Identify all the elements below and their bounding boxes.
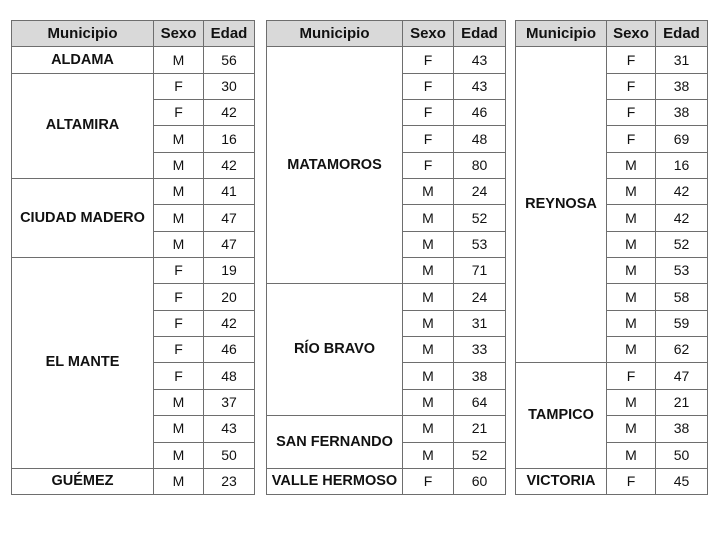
- sexo-cell: M: [403, 363, 454, 389]
- municipio-cell: VALLE HERMOSO: [267, 468, 403, 494]
- edad-cell: 50: [656, 442, 708, 468]
- sexo-cell: F: [607, 47, 656, 73]
- sexo-cell: F: [607, 468, 656, 494]
- header-edad: Edad: [204, 21, 255, 47]
- edad-cell: 47: [204, 231, 255, 257]
- edad-cell: 37: [204, 389, 255, 415]
- edad-cell: 43: [454, 73, 506, 99]
- sexo-cell: M: [607, 442, 656, 468]
- edad-cell: 21: [656, 389, 708, 415]
- edad-cell: 23: [204, 468, 255, 494]
- edad-cell: 42: [204, 100, 255, 126]
- table-row: [267, 284, 506, 310]
- sexo-cell: M: [154, 231, 204, 257]
- edad-cell: 38: [656, 416, 708, 442]
- sexo-cell: M: [154, 126, 204, 152]
- edad-cell: 59: [656, 310, 708, 336]
- sexo-cell: M: [607, 416, 656, 442]
- municipio-cell: CIUDAD MADERO: [12, 179, 154, 258]
- sexo-cell: M: [154, 468, 204, 494]
- edad-cell: 42: [204, 152, 255, 178]
- edad-cell: 24: [454, 284, 506, 310]
- edad-cell: 48: [204, 363, 255, 389]
- edad-cell: 42: [656, 179, 708, 205]
- table-row: [267, 47, 506, 73]
- edad-cell: 46: [454, 100, 506, 126]
- sexo-cell: F: [154, 73, 204, 99]
- edad-cell: 52: [454, 442, 506, 468]
- edad-cell: 38: [454, 363, 506, 389]
- sexo-cell: M: [403, 389, 454, 415]
- sexo-cell: M: [403, 310, 454, 336]
- edad-cell: 38: [656, 73, 708, 99]
- edad-cell: 41: [204, 179, 255, 205]
- table-row: [267, 468, 506, 494]
- header-sexo: Sexo: [607, 21, 656, 47]
- edad-cell: 38: [656, 100, 708, 126]
- edad-cell: 45: [656, 468, 708, 494]
- header-municipio: Municipio: [516, 21, 607, 47]
- sexo-cell: M: [403, 258, 454, 284]
- sexo-cell: F: [403, 73, 454, 99]
- municipio-cell: RÍO BRAVO: [267, 284, 403, 416]
- sexo-cell: F: [154, 100, 204, 126]
- sexo-cell: M: [154, 416, 204, 442]
- header-row: [516, 21, 708, 47]
- edad-cell: 42: [204, 310, 255, 336]
- edad-cell: 56: [204, 47, 255, 73]
- edad-cell: 43: [454, 47, 506, 73]
- sexo-cell: M: [607, 337, 656, 363]
- table-row: [12, 468, 255, 494]
- edad-cell: 80: [454, 152, 506, 178]
- edad-cell: 42: [656, 205, 708, 231]
- edad-cell: 21: [454, 416, 506, 442]
- data-table-3: [515, 20, 708, 495]
- sexo-cell: M: [607, 389, 656, 415]
- municipio-cell: EL MANTE: [12, 258, 154, 469]
- table-row: [516, 468, 708, 494]
- edad-cell: 19: [204, 258, 255, 284]
- edad-cell: 64: [454, 389, 506, 415]
- header-edad: Edad: [656, 21, 708, 47]
- sexo-cell: F: [403, 152, 454, 178]
- municipio-cell: ALTAMIRA: [12, 73, 154, 178]
- sexo-cell: M: [403, 179, 454, 205]
- sexo-cell: M: [607, 152, 656, 178]
- edad-cell: 52: [656, 231, 708, 257]
- edad-cell: 60: [454, 468, 506, 494]
- edad-cell: 46: [204, 337, 255, 363]
- sexo-cell: M: [403, 284, 454, 310]
- sexo-cell: F: [403, 468, 454, 494]
- sexo-cell: F: [607, 73, 656, 99]
- edad-cell: 30: [204, 73, 255, 99]
- sexo-cell: F: [154, 310, 204, 336]
- table-row: [12, 47, 255, 73]
- sexo-cell: M: [403, 337, 454, 363]
- edad-cell: 31: [454, 310, 506, 336]
- sexo-cell: M: [154, 389, 204, 415]
- edad-cell: 62: [656, 337, 708, 363]
- municipio-cell: GUÉMEZ: [12, 468, 154, 494]
- table-row: [12, 179, 255, 205]
- edad-cell: 58: [656, 284, 708, 310]
- municipio-cell: MATAMOROS: [267, 47, 403, 284]
- sexo-cell: M: [154, 47, 204, 73]
- edad-cell: 47: [204, 205, 255, 231]
- edad-cell: 31: [656, 47, 708, 73]
- municipio-cell: ALDAMA: [12, 47, 154, 73]
- data-table-1: [11, 20, 255, 495]
- table-row: [12, 258, 255, 284]
- header-sexo: Sexo: [403, 21, 454, 47]
- sexo-cell: F: [607, 100, 656, 126]
- sexo-cell: F: [154, 337, 204, 363]
- sexo-cell: M: [607, 258, 656, 284]
- sexo-cell: M: [154, 205, 204, 231]
- sexo-cell: M: [403, 231, 454, 257]
- sexo-cell: M: [403, 205, 454, 231]
- sexo-cell: M: [154, 179, 204, 205]
- edad-cell: 53: [454, 231, 506, 257]
- sexo-cell: M: [607, 179, 656, 205]
- table-row: [516, 363, 708, 389]
- data-table-2: [266, 20, 506, 495]
- sexo-cell: M: [154, 152, 204, 178]
- edad-cell: 69: [656, 126, 708, 152]
- header-municipio: Municipio: [267, 21, 403, 47]
- sexo-cell: M: [403, 416, 454, 442]
- edad-cell: 24: [454, 179, 506, 205]
- header-row: [12, 21, 255, 47]
- sexo-cell: F: [607, 126, 656, 152]
- edad-cell: 33: [454, 337, 506, 363]
- municipio-cell: SAN FERNANDO: [267, 416, 403, 469]
- edad-cell: 16: [204, 126, 255, 152]
- header-municipio: Municipio: [12, 21, 154, 47]
- header-row: [267, 21, 506, 47]
- sexo-cell: M: [607, 231, 656, 257]
- edad-cell: 52: [454, 205, 506, 231]
- edad-cell: 53: [656, 258, 708, 284]
- edad-cell: 43: [204, 416, 255, 442]
- sexo-cell: F: [403, 100, 454, 126]
- sexo-cell: F: [403, 47, 454, 73]
- edad-cell: 16: [656, 152, 708, 178]
- edad-cell: 71: [454, 258, 506, 284]
- sexo-cell: F: [154, 284, 204, 310]
- sexo-cell: M: [154, 442, 204, 468]
- sexo-cell: F: [154, 258, 204, 284]
- edad-cell: 20: [204, 284, 255, 310]
- municipio-cell: TAMPICO: [516, 363, 607, 468]
- table-row: [12, 73, 255, 99]
- header-sexo: Sexo: [154, 21, 204, 47]
- sexo-cell: F: [403, 126, 454, 152]
- edad-cell: 47: [656, 363, 708, 389]
- municipio-cell: VICTORIA: [516, 468, 607, 494]
- edad-cell: 50: [204, 442, 255, 468]
- sexo-cell: M: [607, 205, 656, 231]
- sexo-cell: M: [607, 310, 656, 336]
- sexo-cell: F: [154, 363, 204, 389]
- table-row: [267, 416, 506, 442]
- municipio-cell: REYNOSA: [516, 47, 607, 363]
- sexo-cell: M: [607, 284, 656, 310]
- header-edad: Edad: [454, 21, 506, 47]
- sexo-cell: F: [607, 363, 656, 389]
- sexo-cell: M: [403, 442, 454, 468]
- edad-cell: 48: [454, 126, 506, 152]
- table-row: [516, 47, 708, 73]
